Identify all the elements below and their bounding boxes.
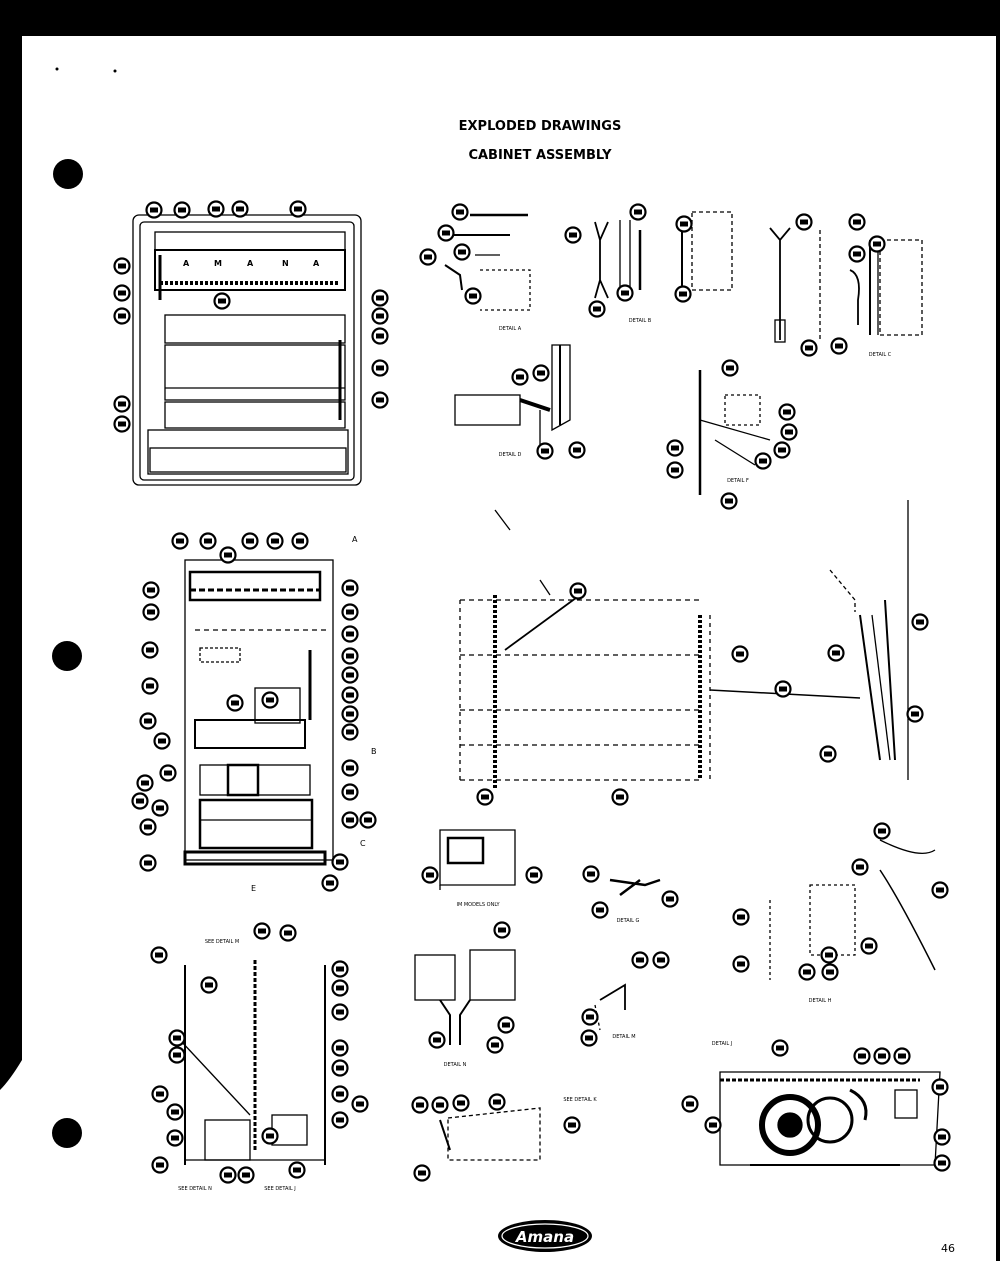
callout-number-mark bbox=[136, 799, 144, 804]
callout-number-mark bbox=[418, 1171, 426, 1176]
callout-number-mark bbox=[636, 958, 644, 963]
callout-number-mark bbox=[785, 430, 793, 435]
speck-mark bbox=[56, 68, 59, 71]
callout-number-mark bbox=[218, 299, 226, 304]
callout-number-mark bbox=[832, 651, 840, 656]
callout-number-mark bbox=[171, 1136, 179, 1141]
callout-number-mark bbox=[346, 712, 354, 717]
callout-number-mark bbox=[858, 1054, 866, 1059]
callout-number-mark bbox=[150, 208, 158, 213]
callout-number-mark bbox=[146, 684, 154, 689]
callout-number-mark bbox=[657, 958, 665, 963]
callout-number-mark bbox=[336, 1010, 344, 1015]
callout-number-mark bbox=[491, 1043, 499, 1048]
callout-number-mark bbox=[147, 588, 155, 593]
callout-number-mark bbox=[424, 255, 432, 260]
callout-number-mark bbox=[686, 1102, 694, 1107]
callout-number-mark bbox=[436, 1103, 444, 1108]
callout-number-mark bbox=[878, 829, 886, 834]
callout-number-mark bbox=[118, 291, 126, 296]
callout-number-mark bbox=[433, 1038, 441, 1043]
callout-number-mark bbox=[118, 314, 126, 319]
callout-number-mark bbox=[426, 873, 434, 878]
callout-number-mark bbox=[783, 410, 791, 415]
callout-number-mark bbox=[805, 346, 813, 351]
speck-mark bbox=[114, 70, 117, 73]
callout-number-mark bbox=[800, 220, 808, 225]
callout-number-mark bbox=[621, 291, 629, 296]
callout-number-mark bbox=[541, 449, 549, 454]
binder-hole-top bbox=[53, 159, 83, 189]
callout-number-mark bbox=[178, 208, 186, 213]
nameplate-letter: N bbox=[282, 259, 289, 268]
callout-number-mark bbox=[364, 818, 372, 823]
detail-j-label: DETAIL J bbox=[711, 1041, 733, 1047]
side-label-a: A bbox=[352, 535, 358, 544]
callout-number-mark bbox=[336, 1092, 344, 1097]
nameplate-letter: A bbox=[183, 259, 190, 268]
callout-number-mark bbox=[212, 207, 220, 212]
callout-number-mark bbox=[376, 366, 384, 371]
callout-number-mark bbox=[898, 1054, 906, 1059]
page-title: EXPLODED DRAWINGS bbox=[458, 119, 622, 134]
amana-logo bbox=[498, 1220, 592, 1252]
callout-number-mark bbox=[156, 1092, 164, 1097]
models-only-label: IM MODELS ONLY bbox=[456, 902, 500, 908]
callout-number-mark bbox=[156, 806, 164, 811]
callout-number-mark bbox=[346, 673, 354, 678]
nameplate-letter: A bbox=[247, 259, 254, 268]
detail-h-label: DETAIL H bbox=[808, 998, 832, 1004]
callout-number-mark bbox=[568, 1123, 576, 1128]
callout-number-mark bbox=[593, 307, 601, 312]
callout-number-mark bbox=[326, 881, 334, 886]
callout-number-mark bbox=[346, 818, 354, 823]
callout-number-mark bbox=[616, 795, 624, 800]
callout-number-mark bbox=[346, 790, 354, 795]
detail-f-label: DETAIL F bbox=[727, 478, 749, 484]
callout-number-mark bbox=[336, 986, 344, 991]
callout-number-mark bbox=[176, 539, 184, 544]
callout-number-mark bbox=[336, 860, 344, 865]
callout-number-mark bbox=[146, 648, 154, 653]
callout-number-mark bbox=[736, 652, 744, 657]
callout-number-mark bbox=[224, 553, 232, 558]
callout-number-mark bbox=[173, 1053, 181, 1058]
callout-number-mark bbox=[376, 296, 384, 301]
detail-a-label: DETAIL A bbox=[498, 326, 522, 332]
callout-number-mark bbox=[442, 231, 450, 236]
callout-number-mark bbox=[481, 795, 489, 800]
detail-d-label: DETAIL D bbox=[498, 452, 522, 458]
callout-number-mark bbox=[346, 730, 354, 735]
side-label-e: E bbox=[251, 884, 257, 893]
callout-number-mark bbox=[779, 687, 787, 692]
callout-number-mark bbox=[376, 398, 384, 403]
detail-g-label: DETAIL G bbox=[616, 918, 640, 924]
brand-logo-text: Amana bbox=[515, 1228, 575, 1246]
callout-number-mark bbox=[936, 888, 944, 893]
callout-number-mark bbox=[586, 1015, 594, 1020]
see-detail-j-label: SEE DETAIL J bbox=[264, 1186, 296, 1192]
binder-hole-bottom bbox=[52, 1118, 82, 1148]
callout-number-mark bbox=[458, 250, 466, 255]
callout-number-mark bbox=[336, 1046, 344, 1051]
callout-number-mark bbox=[835, 344, 843, 349]
callout-number-mark bbox=[336, 1118, 344, 1123]
callout-number-mark bbox=[502, 1023, 510, 1028]
callout-number-mark bbox=[824, 752, 832, 757]
callout-number-mark bbox=[865, 944, 873, 949]
detail-n-label: DETAIL N bbox=[443, 1062, 467, 1068]
callout-number-mark bbox=[284, 931, 292, 936]
side-label-c: C bbox=[360, 839, 366, 848]
callout-number-mark bbox=[346, 693, 354, 698]
callout-number-mark bbox=[679, 292, 687, 297]
callout-number-mark bbox=[853, 220, 861, 225]
nameplate-letter: A bbox=[313, 259, 320, 268]
callout-number-mark bbox=[803, 970, 811, 975]
callout-number-mark bbox=[266, 1134, 274, 1139]
callout-number-mark bbox=[242, 1173, 250, 1178]
nameplate-letter: M bbox=[214, 259, 222, 268]
callout-number-mark bbox=[936, 1085, 944, 1090]
callout-number-mark bbox=[271, 539, 279, 544]
callout-number-mark bbox=[516, 375, 524, 380]
callout-number-mark bbox=[776, 1046, 784, 1051]
callout-number-mark bbox=[671, 468, 679, 473]
callout-number-mark bbox=[346, 766, 354, 771]
page-subtitle: CABINET ASSEMBLY bbox=[468, 148, 612, 163]
callout-number-mark bbox=[156, 1163, 164, 1168]
callout-number-mark bbox=[205, 983, 213, 988]
callout-number-mark bbox=[469, 294, 477, 299]
callout-number-mark bbox=[759, 459, 767, 464]
callout-number-mark bbox=[853, 252, 861, 257]
callout-number-mark bbox=[147, 610, 155, 615]
detail-m-label: DETAIL M bbox=[612, 1034, 636, 1040]
callout-number-mark bbox=[573, 448, 581, 453]
see-detail-m-label: SEE DETAIL M bbox=[204, 939, 240, 945]
callout-number-mark bbox=[118, 422, 126, 427]
callout-number-mark bbox=[144, 825, 152, 830]
callout-number-mark bbox=[376, 334, 384, 339]
callout-number-mark bbox=[574, 589, 582, 594]
callout-number-mark bbox=[118, 402, 126, 407]
callout-number-mark bbox=[498, 928, 506, 933]
callout-number-mark bbox=[825, 953, 833, 958]
callout-number-mark bbox=[726, 366, 734, 371]
callout-number-mark bbox=[293, 1168, 301, 1173]
callout-number-mark bbox=[155, 953, 163, 958]
callout-number-mark bbox=[493, 1100, 501, 1105]
callout-number-mark bbox=[456, 210, 464, 215]
callout-number-mark bbox=[346, 654, 354, 659]
page-number: 46 bbox=[941, 1242, 955, 1255]
callout-number-mark bbox=[144, 719, 152, 724]
callout-number-mark bbox=[911, 712, 919, 717]
callout-number-mark bbox=[826, 970, 834, 975]
callout-number-mark bbox=[709, 1123, 717, 1128]
callout-number-mark bbox=[141, 781, 149, 786]
callout-number-mark bbox=[737, 915, 745, 920]
callout-number-mark bbox=[296, 539, 304, 544]
callout-number-mark bbox=[164, 771, 172, 776]
callout-number-mark bbox=[294, 207, 302, 212]
callout-number-mark bbox=[596, 908, 604, 913]
callout-number-mark bbox=[634, 210, 642, 215]
callout-number-mark bbox=[530, 873, 538, 878]
callout-number-mark bbox=[144, 861, 152, 866]
callout-number-mark bbox=[346, 610, 354, 615]
callout-number-mark bbox=[118, 264, 126, 269]
callout-number-mark bbox=[336, 1066, 344, 1071]
callout-number-mark bbox=[878, 1054, 886, 1059]
callout-number-mark bbox=[873, 242, 881, 247]
callout-number-mark bbox=[356, 1102, 364, 1107]
callout-number-mark bbox=[778, 448, 786, 453]
callout-number-mark bbox=[224, 1173, 232, 1178]
callout-number-mark bbox=[376, 314, 384, 319]
callout-number-mark bbox=[416, 1103, 424, 1108]
binder-hole-middle bbox=[52, 641, 82, 671]
callout-number-mark bbox=[938, 1135, 946, 1140]
callout-number-mark bbox=[737, 962, 745, 967]
callout-number-mark bbox=[457, 1101, 465, 1106]
callout-number-mark bbox=[585, 1036, 593, 1041]
callout-number-mark bbox=[537, 371, 545, 376]
see-detail-k-label: SEE DETAIL K bbox=[563, 1097, 597, 1103]
callout-number-mark bbox=[204, 539, 212, 544]
callout-number-mark bbox=[158, 739, 166, 744]
callout-number-mark bbox=[725, 499, 733, 504]
callout-number-mark bbox=[587, 872, 595, 877]
side-label-b: B bbox=[371, 747, 377, 756]
callout-number-mark bbox=[938, 1161, 946, 1166]
see-detail-n-label: SEE DETAIL N bbox=[178, 1186, 212, 1192]
callout-number-mark bbox=[173, 1036, 181, 1041]
callout-number-mark bbox=[680, 222, 688, 227]
callout-number-mark bbox=[856, 865, 864, 870]
callout-number-mark bbox=[916, 620, 924, 625]
callout-number-mark bbox=[671, 446, 679, 451]
callout-number-mark bbox=[266, 698, 274, 703]
callout-number-mark bbox=[171, 1110, 179, 1115]
callout-number-mark bbox=[666, 897, 674, 902]
detail-c-label: DETAIL C bbox=[868, 352, 892, 358]
callout-number-mark bbox=[236, 207, 244, 212]
callout-number-mark bbox=[246, 539, 254, 544]
callout-number-mark bbox=[346, 586, 354, 591]
callout-number-mark bbox=[569, 233, 577, 238]
callout-number-mark bbox=[336, 967, 344, 972]
callout-number-mark bbox=[231, 701, 239, 706]
callout-number-mark bbox=[258, 929, 266, 934]
callout-number-mark bbox=[346, 632, 354, 637]
detail-b-label: DETAIL B bbox=[628, 318, 652, 324]
